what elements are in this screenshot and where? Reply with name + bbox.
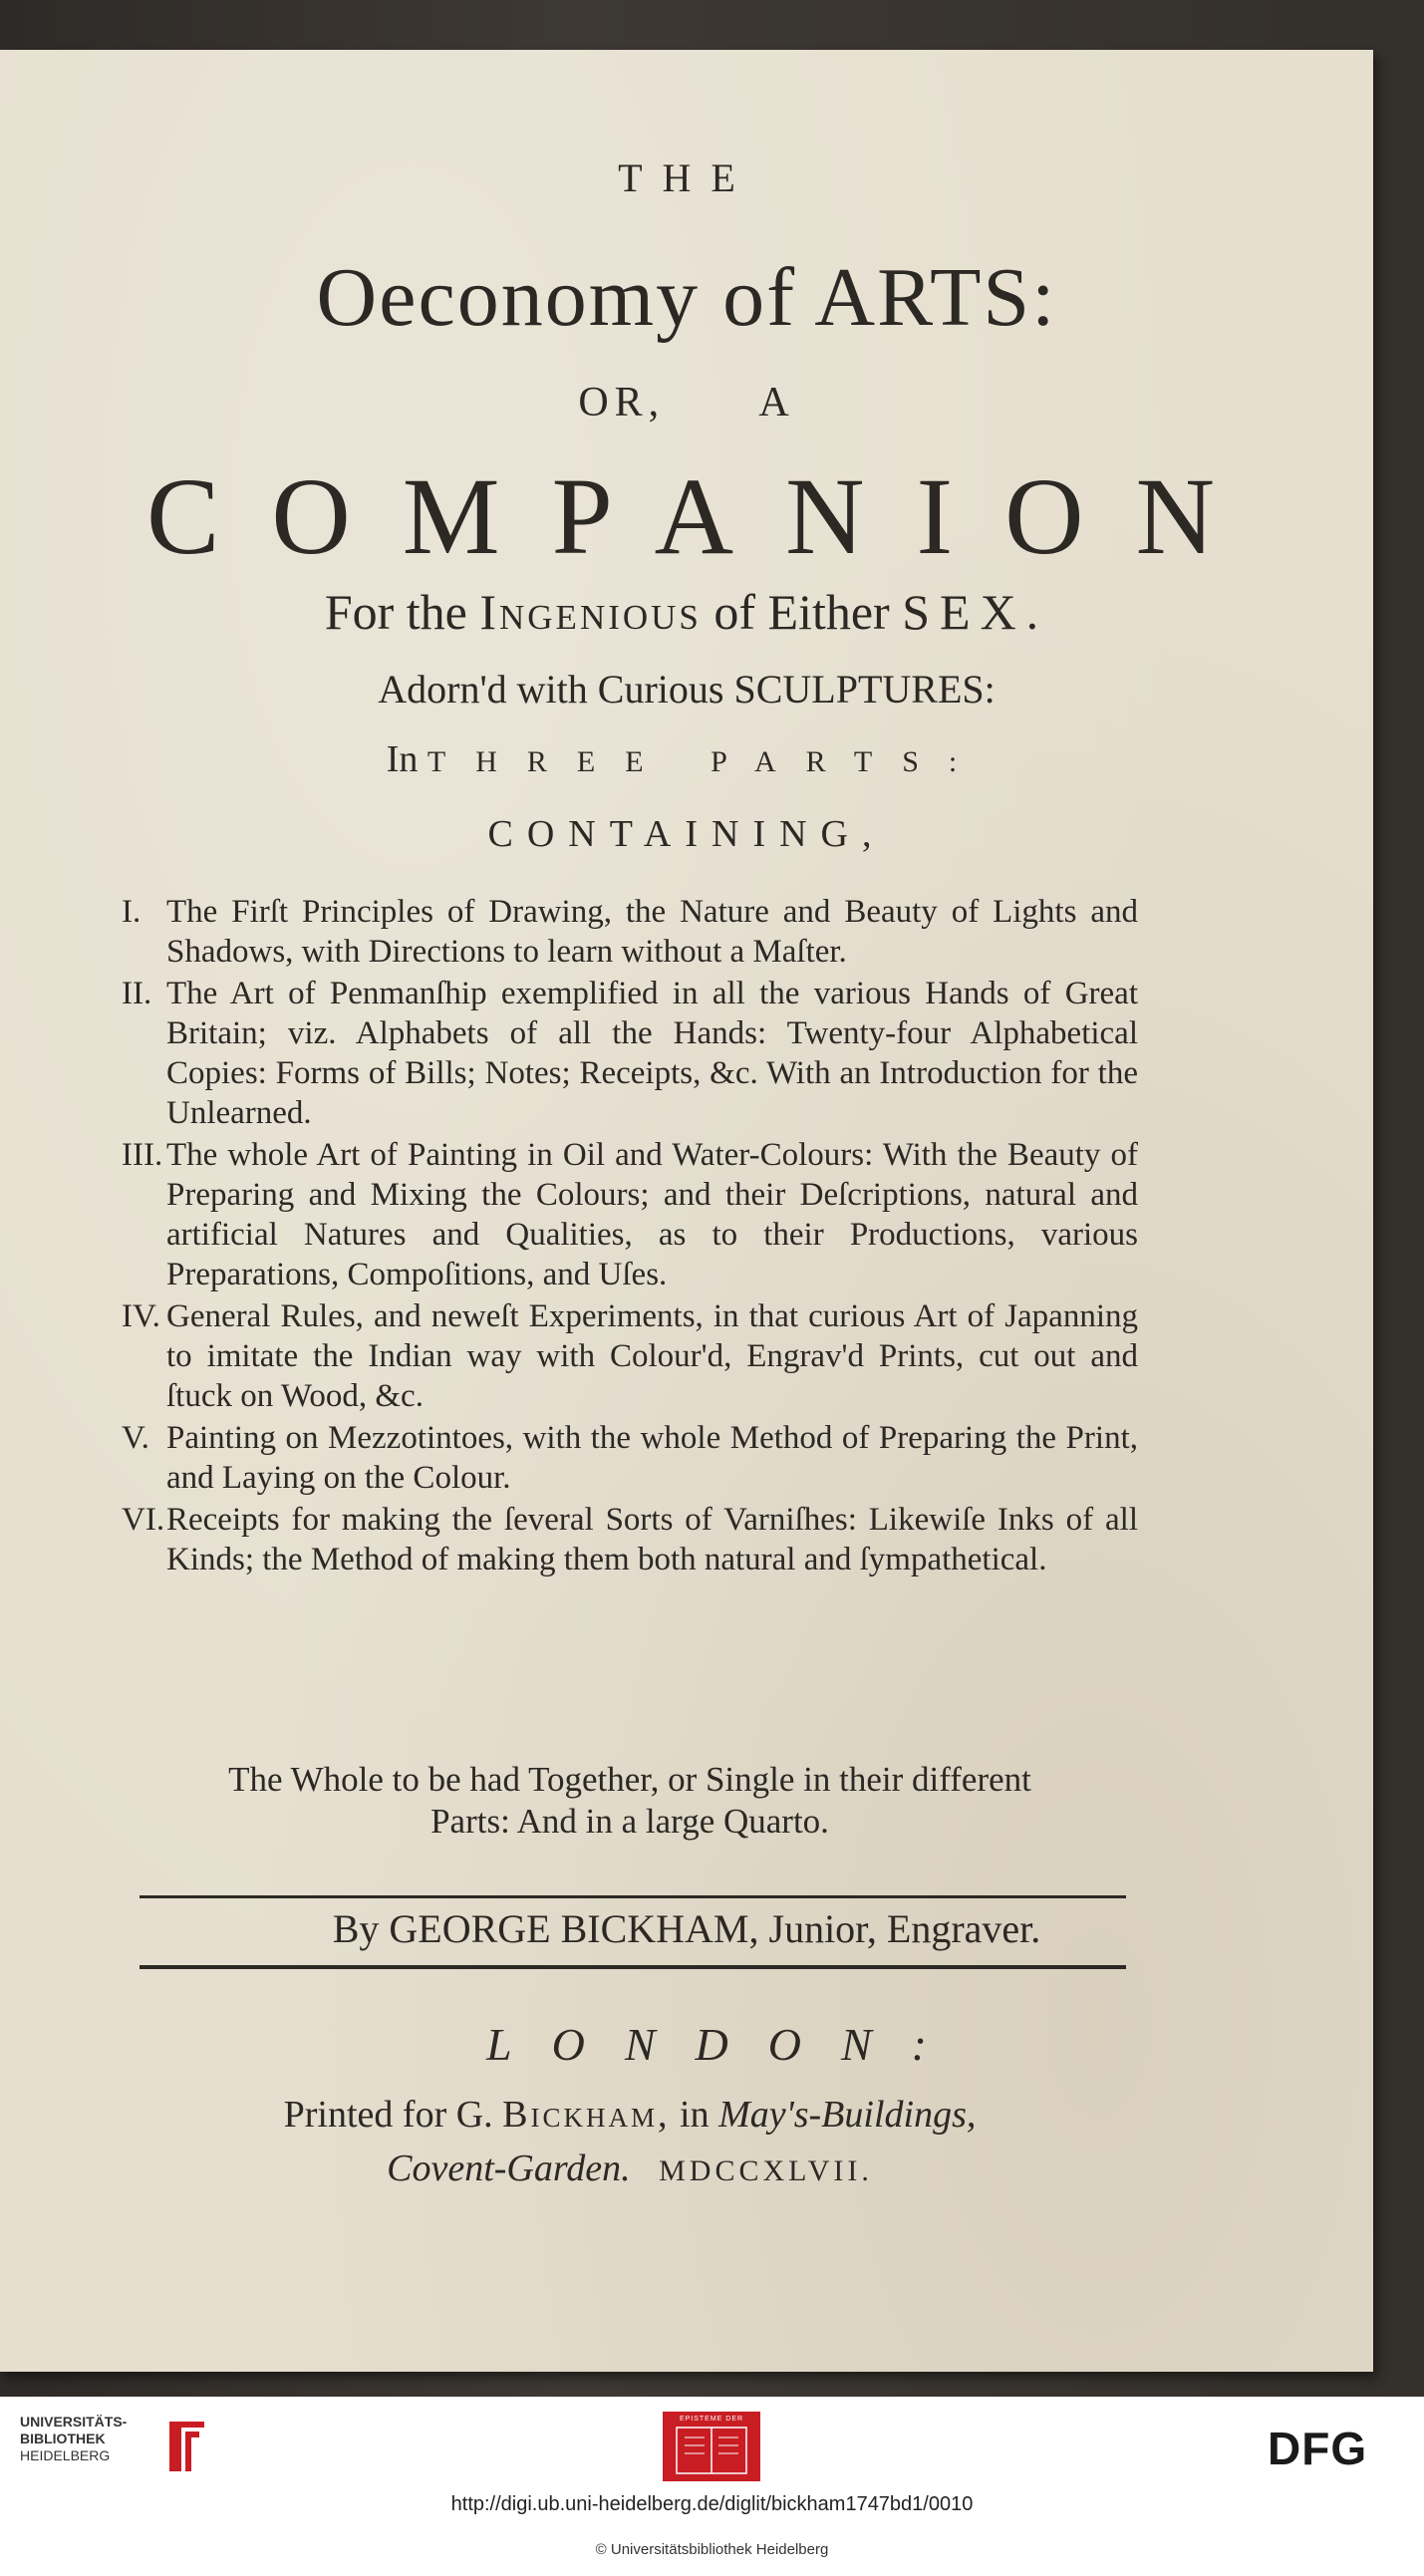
for-prefix: For the bbox=[324, 584, 480, 640]
heading-companion: COMPANION bbox=[145, 455, 1268, 577]
dfg-logo[interactable]: DFG bbox=[1268, 2423, 1368, 2474]
copyright-notice: © Universitätsbibliothek Heidelberg bbox=[595, 2541, 829, 2558]
subtitle-or-a: OR, A bbox=[578, 380, 795, 426]
contents-item bbox=[122, 1135, 1138, 1294]
contents-item bbox=[122, 1418, 1138, 1498]
item-text: The Firſt Principles of Drawing, the Nature and Beauty of Lights and Shadows, with Directions to learn without a Maſter. bbox=[166, 894, 1138, 970]
printed-for: Printed for G. bbox=[283, 2094, 503, 2136]
library-line-3: HEIDELBERG bbox=[20, 2447, 111, 2463]
item-number: IV. bbox=[122, 1298, 160, 1334]
availability-line-1: The Whole to be had Together, or Single in their different bbox=[228, 1760, 1031, 1799]
library-line-1: UNIVERSITÄTS- bbox=[20, 2414, 128, 2430]
address-covent-garden: Covent-Garden. bbox=[387, 2147, 631, 2189]
library-line-2: BIBLIOTHEK bbox=[20, 2431, 106, 2446]
contents-list bbox=[122, 892, 1138, 1581]
publication-date: MDCCXLVII. bbox=[659, 2154, 873, 2187]
imprint bbox=[122, 2088, 1138, 2198]
item-text: Receipts for making the ſeveral Sorts of Varniſhes: Likewiſe Inks of all Kinds; the Method of making them both natural and ſympathetical. bbox=[166, 1502, 1138, 1577]
main-title: Oeconomy of ARTS: bbox=[316, 251, 1057, 344]
imprint-line-2 bbox=[122, 2142, 1138, 2198]
printer-name: Bickham, bbox=[502, 2094, 671, 2136]
title-page bbox=[0, 50, 1373, 2372]
in-word: In bbox=[386, 738, 427, 780]
sex-word: SEX. bbox=[902, 584, 1049, 640]
place-london: LONDON: bbox=[486, 2019, 967, 2070]
top-rule bbox=[140, 1895, 1126, 1898]
author-line: By GEORGE BICKHAM, Junior, Engraver. bbox=[332, 1906, 1041, 1951]
bottom-rule bbox=[140, 1965, 1126, 1969]
in-word-2: in bbox=[670, 2094, 719, 2136]
three-parts-line bbox=[0, 737, 1373, 781]
three-parts: THREE PARTS: bbox=[427, 745, 988, 778]
availability-note bbox=[122, 1759, 1138, 1843]
item-text: The whole Art of Painting in Oil and Water-Colours: With the Beauty of Preparing and Mixing the Colours; and their Deſcriptions, natural and artificial Natures and Qualities, as to their Productions, various Preparations, Compoſitions, and Uſes. bbox=[166, 1137, 1138, 1292]
item-text: General Rules, and neweſt Experiments, in that curious Art of Japanning to imitate the Indian way with Colour'd, Engrav'd Prints, cut out and ſtuck on Wood, &c. bbox=[166, 1298, 1138, 1414]
contents-item bbox=[122, 892, 1138, 972]
address-buildings: May's-Buildings, bbox=[718, 2094, 977, 2136]
item-text: Painting on Mezzotintoes, with the whole Method of Preparing the Print, and Laying on the Colour. bbox=[166, 1420, 1138, 1496]
item-text: The Art of Penmanſhip exemplified in all the various Hands of Great Britain; viz. Alphabets of all the Hands: Twenty-four Alphabetical Copies: Forms of Bills; Notes; Receipts, &c. With an Introduction for the Unlearned. bbox=[166, 976, 1138, 1131]
adorned-line: Adorn'd with Curious SCULPTURES: bbox=[378, 667, 996, 712]
ingenious-word: Ingenious bbox=[479, 584, 702, 640]
contents-item bbox=[122, 974, 1138, 1133]
episteme-logo[interactable] bbox=[663, 2412, 760, 2481]
imprint-line-1 bbox=[122, 2088, 1138, 2142]
for-the-ingenious-line bbox=[0, 583, 1373, 641]
of-either: of Either bbox=[701, 584, 903, 640]
contents-item bbox=[122, 1296, 1138, 1416]
book-icon bbox=[663, 2412, 760, 2481]
item-number: III. bbox=[122, 1137, 163, 1173]
item-number: V. bbox=[122, 1420, 149, 1456]
containing-heading: CONTAINING, bbox=[487, 813, 886, 855]
heading-the: THE bbox=[618, 155, 755, 200]
contents-item bbox=[122, 1500, 1138, 1579]
item-number: II. bbox=[122, 976, 152, 1011]
item-number: I. bbox=[122, 894, 142, 930]
item-number: VI. bbox=[122, 1502, 165, 1538]
permalink-url[interactable]: http://digi.ub.uni-heidelberg.de/diglit/bickham1747bd1/0010 bbox=[450, 2493, 974, 2515]
episteme-logo-text: EPISTEME DER bbox=[679, 2416, 744, 2423]
library-name bbox=[20, 2414, 140, 2464]
availability-line-2: Parts: And in a large Quarto. bbox=[430, 1802, 829, 1841]
library-logo-icon bbox=[169, 2422, 204, 2471]
